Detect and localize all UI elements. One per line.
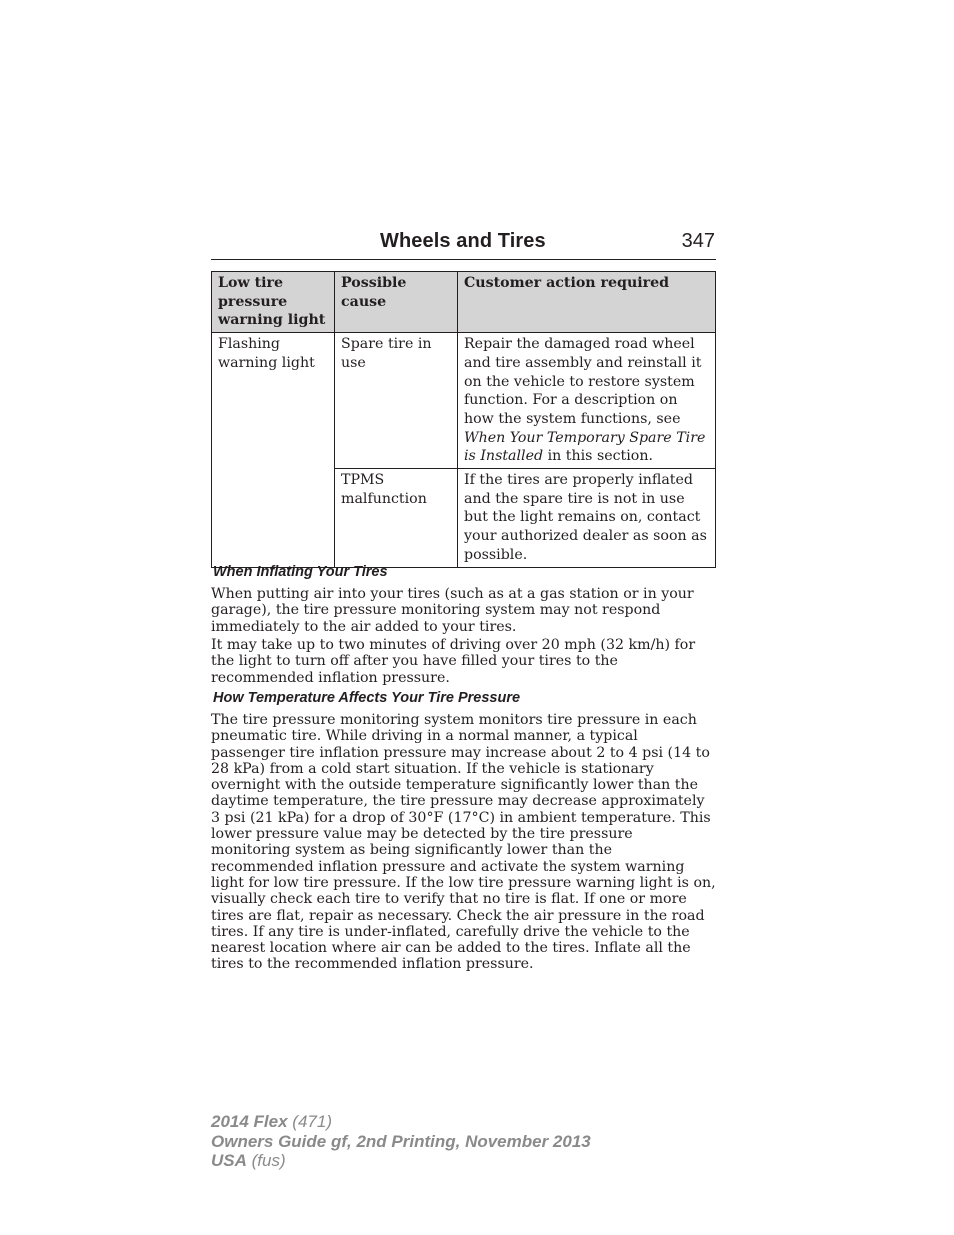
paragraph-temperature: The tire pressure monitoring system monitors tire pressure in each pneumatic tire. While driving in a normal manner, a typical passenger tire inflation pressure may increase about 2 to 4 psi (14 to 28 kPa) from a cold start situation. If the vehicle is stationary overnight with the outside temperature significantly lower than the daytime temperature, the tire pressure may decrease approximately 3 psi (21 kPa) for a drop of 30°F (17°C) in ambient temperature. This lower pressure value may be detected by the tire pressure monitoring system as being significantly lower than the recommended inflation pressure and activate the system warning light for low tire pressure. If the low tire pressure warning light is on, visually check each tire to verify that no tire is flat. If one or more tires are flat, repair as necessary. Check the air pressure in the road tires. If any tire is under-inflated, carefully drive the vehicle to the nearest location where air can be added to the tires. Inflate all the tires to the recommended inflation pressure.: [211, 712, 716, 973]
footer-region-line: [211, 1151, 591, 1171]
footer-model: 2014 Flex: [211, 1112, 288, 1131]
page-header: [211, 229, 716, 260]
table-header-action: Customer action required: [458, 272, 716, 333]
section-heading-inflating: When Inflating Your Tires: [213, 564, 388, 580]
action-text-end: in this section.: [543, 448, 653, 465]
paragraph-inflating-2: It may take up to two minutes of driving over 20 mph (32 km/h) for the light to turn off after you have filled your tires to the recommended inflation pressure.: [211, 637, 696, 686]
table-cell-light: Flashing warning light: [212, 333, 335, 567]
table-cell-cause: TPMS malfunction: [335, 469, 458, 568]
table-cell-action: If the tires are properly inflated and the spare tire is not in use but the light remains on, contact your authorized dealer as soon as possible.: [458, 469, 716, 568]
cross-reference: When Your Temporary Spare Tire is Installed: [464, 429, 706, 465]
table-header-row: [212, 272, 716, 333]
section-title: Wheels and Tires: [380, 230, 546, 252]
footer-region-code: (fus): [251, 1151, 286, 1170]
section-heading-temperature: How Temperature Affects Your Tire Pressure: [213, 690, 521, 706]
table-header-light: Low tire pressure warning light: [212, 272, 335, 333]
page-number: 347: [681, 230, 715, 252]
tpms-warning-table: [211, 271, 716, 568]
paragraph-inflating-1: When putting air into your tires (such as at a gas station or in your garage), the tire pressure monitoring system may not respond immediately to the air added to your tires.: [211, 586, 694, 635]
footer-region: USA: [211, 1151, 247, 1170]
footer-guide: Owners Guide gf, 2nd Printing, November 2013: [211, 1131, 591, 1151]
footer-model-code: (471): [292, 1112, 332, 1131]
footer-model-line: [211, 1112, 591, 1132]
action-text: Repair the damaged road wheel and tire assembly and reinstall it on the vehicle to restore system function. For a description on how the system functions, see: [464, 336, 702, 427]
table-cell-action: [458, 333, 716, 469]
table-cell-cause: Spare tire in use: [335, 333, 458, 469]
table-header-cause: Possible cause: [335, 272, 458, 333]
page-footer: [211, 1112, 591, 1171]
footer-guide-line: [211, 1132, 591, 1152]
table-row: [212, 333, 716, 469]
